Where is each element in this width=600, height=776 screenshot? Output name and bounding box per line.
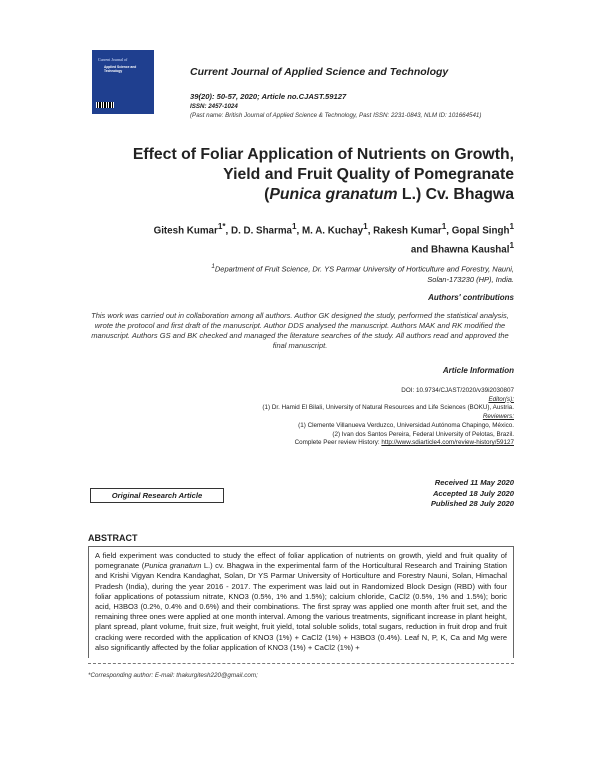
barcode-icon	[96, 102, 114, 108]
abstract-species: Punica granatum	[144, 561, 202, 571]
author-1: Gitesh Kumar	[153, 225, 218, 237]
author-1-sup: 1*	[217, 222, 226, 231]
reviewer-2: (2) Ivan dos Santos Pereira, Federal University of Pelotas, Brazil.	[332, 430, 514, 438]
author-list	[86, 220, 514, 258]
affiliation	[120, 262, 514, 285]
article-dates	[300, 478, 514, 510]
abstract-heading: ABSTRACT	[88, 533, 138, 543]
affiliation-text-1: Department of Fruit Science, Dr. YS Parmar University of Horticulture and Forestry, Nauni,	[214, 264, 514, 274]
review-history-link[interactable]: http://www.sdiarticle4.com/review-history/59127	[381, 439, 514, 447]
author-sep: ,	[446, 225, 452, 237]
abstract-text-2: L.) cv. Bhagwa in the experimental farm of the Horticultural Research and Training Station and Krishi Vigyan Kendra Kandaghat, Solan, Dr YS Parmar University of Horticulture and Forestry Nauni, Solan, Himachal Pradesh (India), during the year 2016 - 2017. The experiment was laid out in Randomized Block Design (RBD) with four foliar applications of potassium nitrate, KNO3 (0.5%, 1% and 1.5%); calcium chloride, CaCl2 (0.5%, 1% and 1.5%); boric acid, H3BO3 (0.2%, 0.4% and 0.6%) and their combinations. The first spray was applied one month after fruit set, and the remaining three ones were applied at one month interval. Among the various treatments, significant increase in plant height, plant spread, plant volume, fruit size, fruit weight, fruit yield, total soluble solids, total sugars, reduction in fruit drop and fruit cracking were recorded with the application of KNO3 (1%) + CaCl2 (1%) + H3BO3 (0.4%). Leaf N, P, K, Ca and Mg were also significantly affected by the foliar application of KNO3 (1%) + CaCl2 (1%) +	[95, 561, 508, 652]
author-5: Gopal Singh	[451, 225, 510, 237]
cover-journal-name: Current Journal of	[98, 57, 128, 62]
author-6: and Bhawna Kaushal	[410, 244, 510, 256]
contributions-text: This work was carried out in collaboration among all authors. Author GK designed the study, performed the statistical analysis, wrote the protocol and first draft of the manuscript. Author DDS analysed the manuscript. Authors MAK and RK modified the manuscript. Authors GS and BK checked and managed the literature searches of the study. All authors read and approved the final manuscript.	[91, 311, 509, 350]
author-sep: ,	[225, 225, 231, 237]
footnote-divider	[88, 663, 514, 664]
article-information	[200, 387, 514, 448]
editors-label: Editor(s):	[488, 395, 514, 403]
received-date: Received 11 May 2020	[434, 478, 514, 487]
journal-issn: ISSN: 2457-1024	[190, 103, 238, 110]
author-sep: ,	[296, 225, 302, 237]
accepted-date: Accepted 18 July 2020	[432, 488, 514, 498]
article-info-heading: Article Information	[442, 366, 514, 375]
title-line-1: Effect of Foliar Application of Nutrients on Growth,	[132, 146, 514, 163]
author-5-sup: 1	[509, 222, 514, 231]
author-3: M. A. Kuchay	[301, 225, 364, 237]
contributions-heading: Authors' contributions	[428, 293, 514, 302]
review-history	[200, 439, 514, 448]
reviewer-1: (1) Clemente Villanueva Verduzco, Universidad Autónoma Chapingo, México.	[298, 421, 514, 429]
journal-former-name: (Past name: British Journal of Applied Science & Technology, Past ISSN: 2231-0843, NLM ID: 101664541)	[190, 112, 482, 119]
abstract-box	[88, 546, 514, 658]
author-4-sup: 1	[441, 222, 447, 231]
editor-1: (1) Dr. Hamid El Bilali, University of Natural Resources and Life Sciences (BOKU), Austria.	[262, 404, 514, 412]
title-line-3-rest: L.) Cv. Bhagwa	[397, 186, 514, 203]
journal-issue: 39(20): 50-57, 2020; Article no.CJAST.59127	[190, 92, 347, 101]
corresponding-author-footnote: *Corresponding author: E-mail: thakurgitesh220@gmail.com;	[88, 672, 258, 679]
published-date: Published 28 July 2020	[430, 499, 514, 508]
species-name: Punica granatum	[269, 186, 398, 203]
article-type-box: Original Research Article	[90, 488, 224, 503]
cover-journal-subtitle: Applied Science and Technology	[104, 65, 137, 74]
author-4: Rakesh Kumar	[373, 225, 442, 237]
abstract-text-1: A field experiment was conducted to study the effect of foliar application of nutrients on growth, yield and fruit quality of pomegranate (	[95, 551, 507, 571]
title-paren: (	[264, 186, 270, 203]
review-history-label: Complete Peer review History:	[294, 439, 380, 447]
paper-title	[86, 145, 514, 205]
affiliation-line-1	[120, 262, 514, 275]
author-line-1	[86, 220, 514, 239]
doi: DOI: 10.9734/CJAST/2020/v39i2030807	[401, 387, 514, 394]
author-3-sup: 1	[363, 222, 368, 231]
affiliation-sup: 1	[211, 263, 215, 270]
title-line-2: Yield and Fruit Quality of Pomegranate	[223, 166, 514, 183]
reviewers-label: Reviewers:	[482, 413, 514, 421]
author-sep: ,	[367, 225, 374, 237]
author-2-sup: 1	[291, 222, 297, 231]
author-line-2	[86, 239, 514, 258]
title-line-3	[86, 185, 514, 205]
author-2: D. D. Sharma	[231, 225, 292, 237]
journal-title: Current Journal of Applied Science and Technology	[190, 66, 449, 78]
author-6-sup: 1	[509, 240, 514, 250]
affiliation-line-2: Solan-173230 (HP), India.	[427, 274, 514, 284]
